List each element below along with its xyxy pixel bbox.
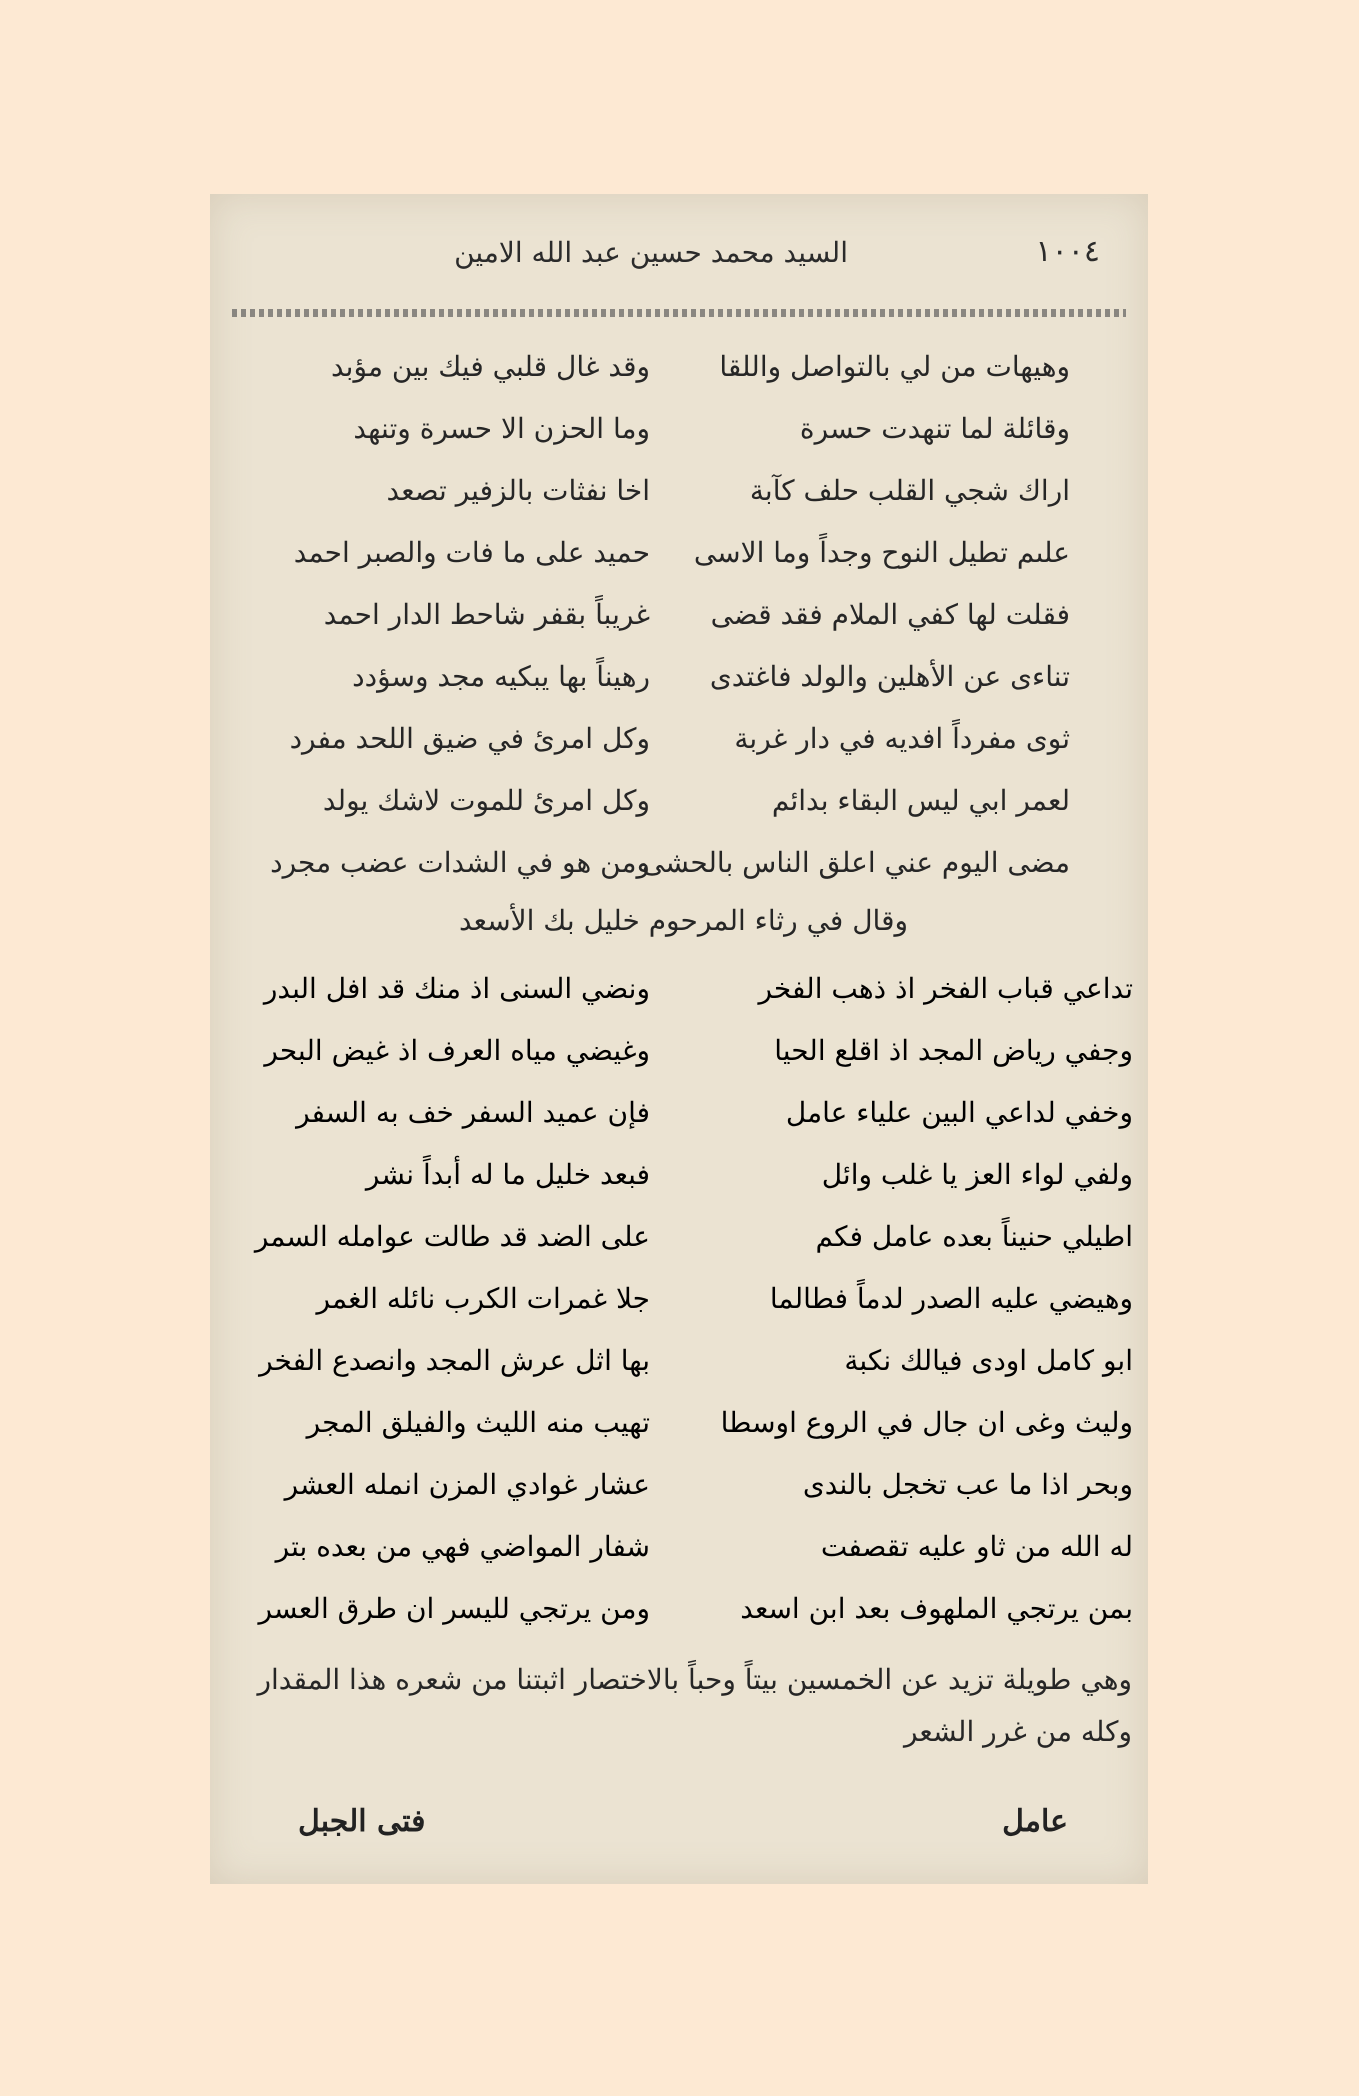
verse-line <box>210 1212 1148 1274</box>
second-hemistich: وقد غال قلبي فيك بين مؤبد <box>330 350 650 383</box>
second-hemistich: تهيب منه الليث والفيلق المجر <box>306 1406 650 1439</box>
section-heading: وقال في رثاء المرحوم خليل بك الأسعد <box>458 904 908 937</box>
second-hemistich: وكل امرئ في ضيق اللحد مفرد <box>289 722 650 755</box>
page-header <box>210 224 1148 284</box>
first-hemistich: وجفي رياض المجد اذ اقلع الحيا <box>774 1034 1133 1067</box>
verse-line <box>210 1398 1148 1460</box>
verse-line <box>210 342 1148 404</box>
verse-line <box>210 964 1148 1026</box>
first-hemistich: وبحر اذا ما عب تخجل بالندى <box>802 1468 1133 1501</box>
first-hemistich: له الله من ثاو عليه تقصفت <box>820 1530 1133 1563</box>
verse-line <box>210 1150 1148 1212</box>
second-hemistich: ونضي السنى اذ منك قد افل البدر <box>263 972 650 1005</box>
second-hemistich: بها اثل عرش المجد وانصدع الفخر <box>259 1344 650 1377</box>
running-title: السيد محمد حسين عبد الله الامين <box>454 236 848 269</box>
first-hemistich: بمن يرتجي الملهوف بعد ابن اسعد <box>740 1592 1133 1625</box>
poem-section-b <box>210 964 1148 1646</box>
footer-signature-right: عامل <box>1002 1804 1068 1839</box>
verse-line <box>210 1522 1148 1584</box>
book-page <box>210 194 1148 1884</box>
first-hemistich: ثوى مفرداً افديه في دار غربة <box>734 722 1070 755</box>
first-hemistich: اراك شجي القلب حلف كآبة <box>749 474 1070 507</box>
first-hemistich: ولفي لواء العز يا غلب وائل <box>821 1158 1133 1191</box>
closing-paragraph: وهي طويلة تزيد عن الخمسين بيتاً وحباً بالاختصار اثبتنا من شعره هذا المقدار وكله من غرر الشعر <box>257 1663 1132 1748</box>
first-hemistich: ابو كامل اودى فيالك نكبة <box>844 1344 1133 1377</box>
first-hemistich: لعمر ابي ليس البقاء بدائم <box>771 784 1070 817</box>
page-footer <box>210 1804 1148 1864</box>
verse-line <box>210 1026 1148 1088</box>
second-hemistich: وكل امرئ للموت لاشك يولد <box>322 784 650 817</box>
second-hemistich: غريباً بقفر شاحط الدار احمد <box>323 598 650 631</box>
footer-signature-left: فتى الجبل <box>298 1804 426 1839</box>
verse-line <box>210 1336 1148 1398</box>
second-hemistich: اخا نفثات بالزفير تصعد <box>386 474 650 507</box>
verse-line <box>210 590 1148 652</box>
second-hemistich: فبعد خليل ما له أبداً نشر <box>365 1158 650 1191</box>
second-hemistich: ومن هو في الشدات عضب مجرد <box>270 846 650 879</box>
verse-line <box>210 714 1148 776</box>
page-number: ١٠٠٤ <box>1035 234 1100 269</box>
first-hemistich: اطيلي حنيناً بعده عامل فكم <box>815 1220 1133 1253</box>
verse-line <box>210 404 1148 466</box>
second-hemistich: فإن عميد السفر خف به السفر <box>296 1096 650 1129</box>
poem-section-a <box>210 342 1148 900</box>
verse-line <box>210 528 1148 590</box>
first-hemistich: تناءى عن الأهلين والولد فاغتدى <box>709 660 1070 693</box>
first-hemistich: تداعي قباب الفخر اذ ذهب الفخر <box>758 972 1133 1005</box>
second-hemistich: حميد على ما فات والصبر احمد <box>293 536 650 569</box>
verse-line <box>210 776 1148 838</box>
second-hemistich: على الضد قد طالت عوامله السمر <box>254 1220 650 1253</box>
first-hemistich: وخفي لداعي البين علياء عامل <box>785 1096 1133 1129</box>
second-hemistich: شفار المواضي فهي من بعده بتر <box>275 1530 650 1563</box>
verse-line <box>210 1584 1148 1646</box>
second-hemistich: جلا غمرات الكرب نائله الغمر <box>316 1282 650 1315</box>
second-hemistich: وما الحزن الا حسرة وتنهد <box>353 412 650 445</box>
second-hemistich: ومن يرتجي لليسر ان طرق العسر <box>258 1592 650 1625</box>
verse-line <box>210 652 1148 714</box>
first-hemistich: وهيهات من لي بالتواصل واللقا <box>719 350 1070 383</box>
verse-line <box>210 1088 1148 1150</box>
verse-line <box>210 1460 1148 1522</box>
first-hemistich: وليث وغى ان جال في الروع اوسطا <box>720 1406 1133 1439</box>
verse-line <box>210 466 1148 528</box>
first-hemistich: علىم تطيل النوح وجداً وما الاسى <box>693 536 1070 569</box>
second-hemistich: عشار غوادي المزن انمله العشر <box>284 1468 650 1501</box>
decorative-divider <box>232 309 1126 317</box>
first-hemistich: وهيضي عليه الصدر لدماً فطالما <box>769 1282 1133 1315</box>
first-hemistich: فقلت لها كفي الملام فقد قضى <box>710 598 1070 631</box>
first-hemistich: وقائلة لما تنهدت حسرة <box>799 412 1070 445</box>
second-hemistich: رهيناً بها يبكيه مجد وسؤدد <box>352 660 650 693</box>
verse-line <box>210 838 1148 900</box>
verse-line <box>210 1274 1148 1336</box>
second-hemistich: وغيضي مياه العرف اذ غيض البحر <box>264 1034 650 1067</box>
first-hemistich: مضى اليوم عني اعلق الناس بالحشى <box>642 846 1070 879</box>
